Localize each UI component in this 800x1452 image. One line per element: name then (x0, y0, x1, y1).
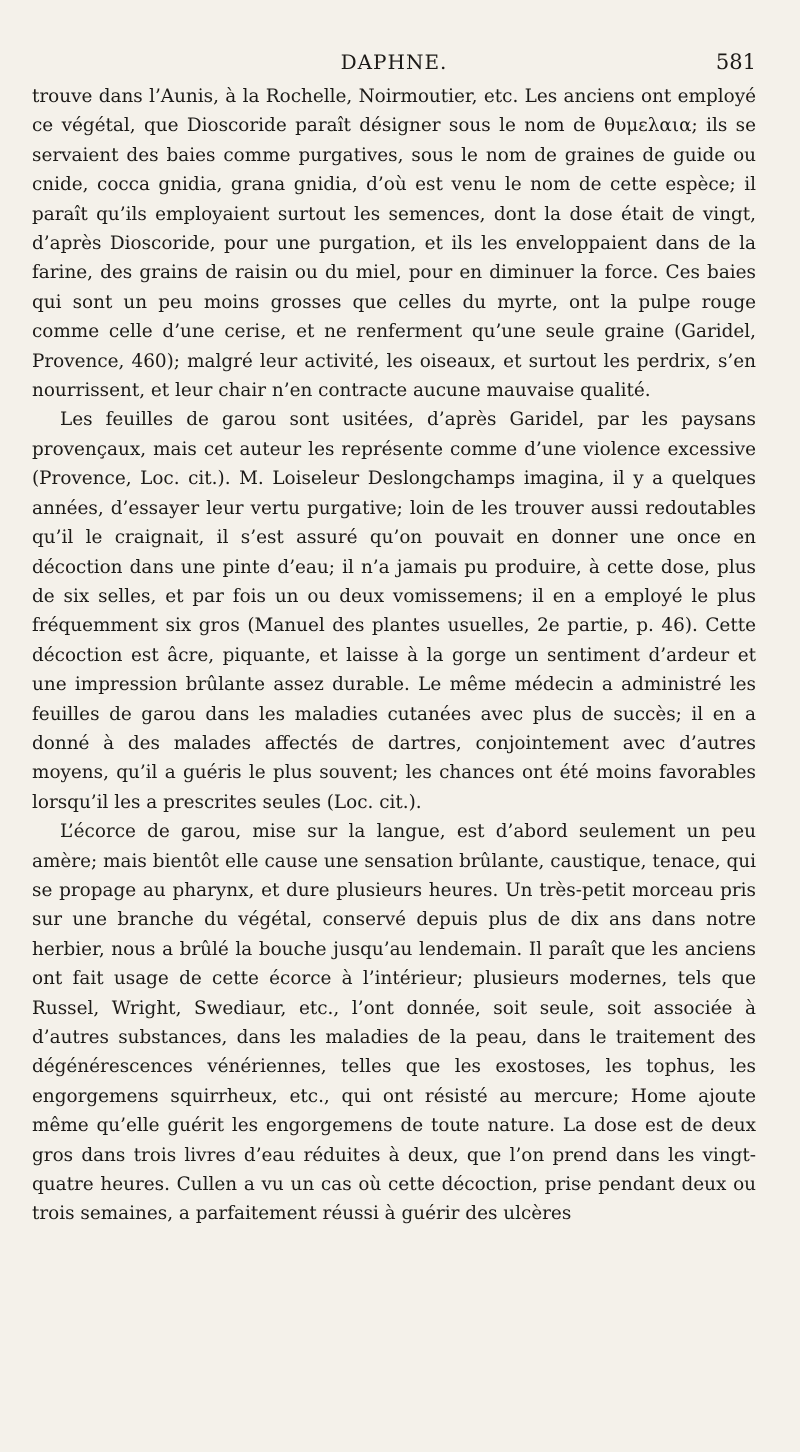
page-header (32, 44, 756, 82)
paragraph: Les feuilles de garou sont usitées, d’après Garidel, par les paysans provençaux, mais cet auteur les représente comme d’une violence excessive (Provence, Loc. cit.). M. Loiseleur Deslongchamps imagina, il y a quelques années, d’essayer leur vertu purgative; loin de les trouver aussi redoutables qu’il le craignait, il s’est assuré qu’on pouvait en donner une once en décoction dans une pinte d’eau; il n’a jamais pu produire, à cette dose, plus de six selles, et par fois un ou deux vomissemens; il en a employé le plus fréquemment six gros (Manuel des plantes usuelles, 2e partie, p. 46). Cette décoction est âcre, piquante, et laisse à la gorge un sentiment d’ardeur et une impression brûlante assez durable. Le même médecin a administré les feuilles de garou dans les maladies cutanées avec plus de succès; il en a donné à des malades affectés de dartres, conjointement avec d’autres moyens, qu’il a guéris le plus souvent; les chances ont été moins favorables lorsqu’il les a prescrites seules (Loc. cit.). (32, 409, 756, 813)
running-title: DAPHNE. (340, 50, 448, 74)
paragraph: trouve dans l’Aunis, à la Rochelle, Noirmoutier, etc. Les anciens ont employé ce végétal, que Dioscoride paraît désigner sous le nom de θυμελαια; ils se servaient des baies comme purgatives, sous le nom de graines de guide ou cnide, cocca gnidia, grana gnidia, d’où est venu le nom de cette espèce; il paraît qu’ils employaient surtout les semences, dont la dose était de vingt, d’après Dioscoride, pour une purgation, et ils les enveloppaient dans de la farine, des grains de raisin ou du miel, pour en diminuer la force. Ces baies qui sont un peu moins grosses que celles du myrte, ont la pulpe rouge comme celle d’une cerise, et ne renferment qu’une seule graine (Garidel, Provence, 460); malgré leur activité, les oiseaux, et surtout les perdrix, s’en nourrissent, et leur chair n’en contracte aucune mauvaise qualité. (32, 86, 756, 402)
paragraph: L’écorce de garou, mise sur la langue, est d’abord seulement un peu amère; mais bientôt elle cause une sensation brûlante, caustique, tenace, qui se propage au pharynx, et dure plusieurs heures. Un très-petit morceau pris sur une branche du végétal, conservé depuis plus de dix ans dans notre herbier, nous a brûlé la bouche jusqu’au lendemain. Il paraît que les anciens ont fait usage de cette écorce à l’intérieur; plusieurs modernes, tels que Russel, Wright, Swediaur, etc., l’ont donnée, soit seule, soit associée à d’autres substances, dans les maladies de la peau, dans le traitement des dégénérescences vénériennes, telles que les exostoses, les tophus, les engorgemens squirrheux, etc., qui ont résisté au mercure; Home ajoute même qu’elle guérit les engorgemens de toute nature. La dose est de deux gros dans trois livres d’eau réduites à deux, que l’on prend dans les vingt-quatre heures. Cullen a vu un cas où cette décoction, prise pendant deux ou trois semaines, a parfaitement réussi à guérir des ulcères (32, 821, 756, 1225)
body-text (32, 82, 756, 1229)
page-number: 581 (715, 50, 756, 74)
